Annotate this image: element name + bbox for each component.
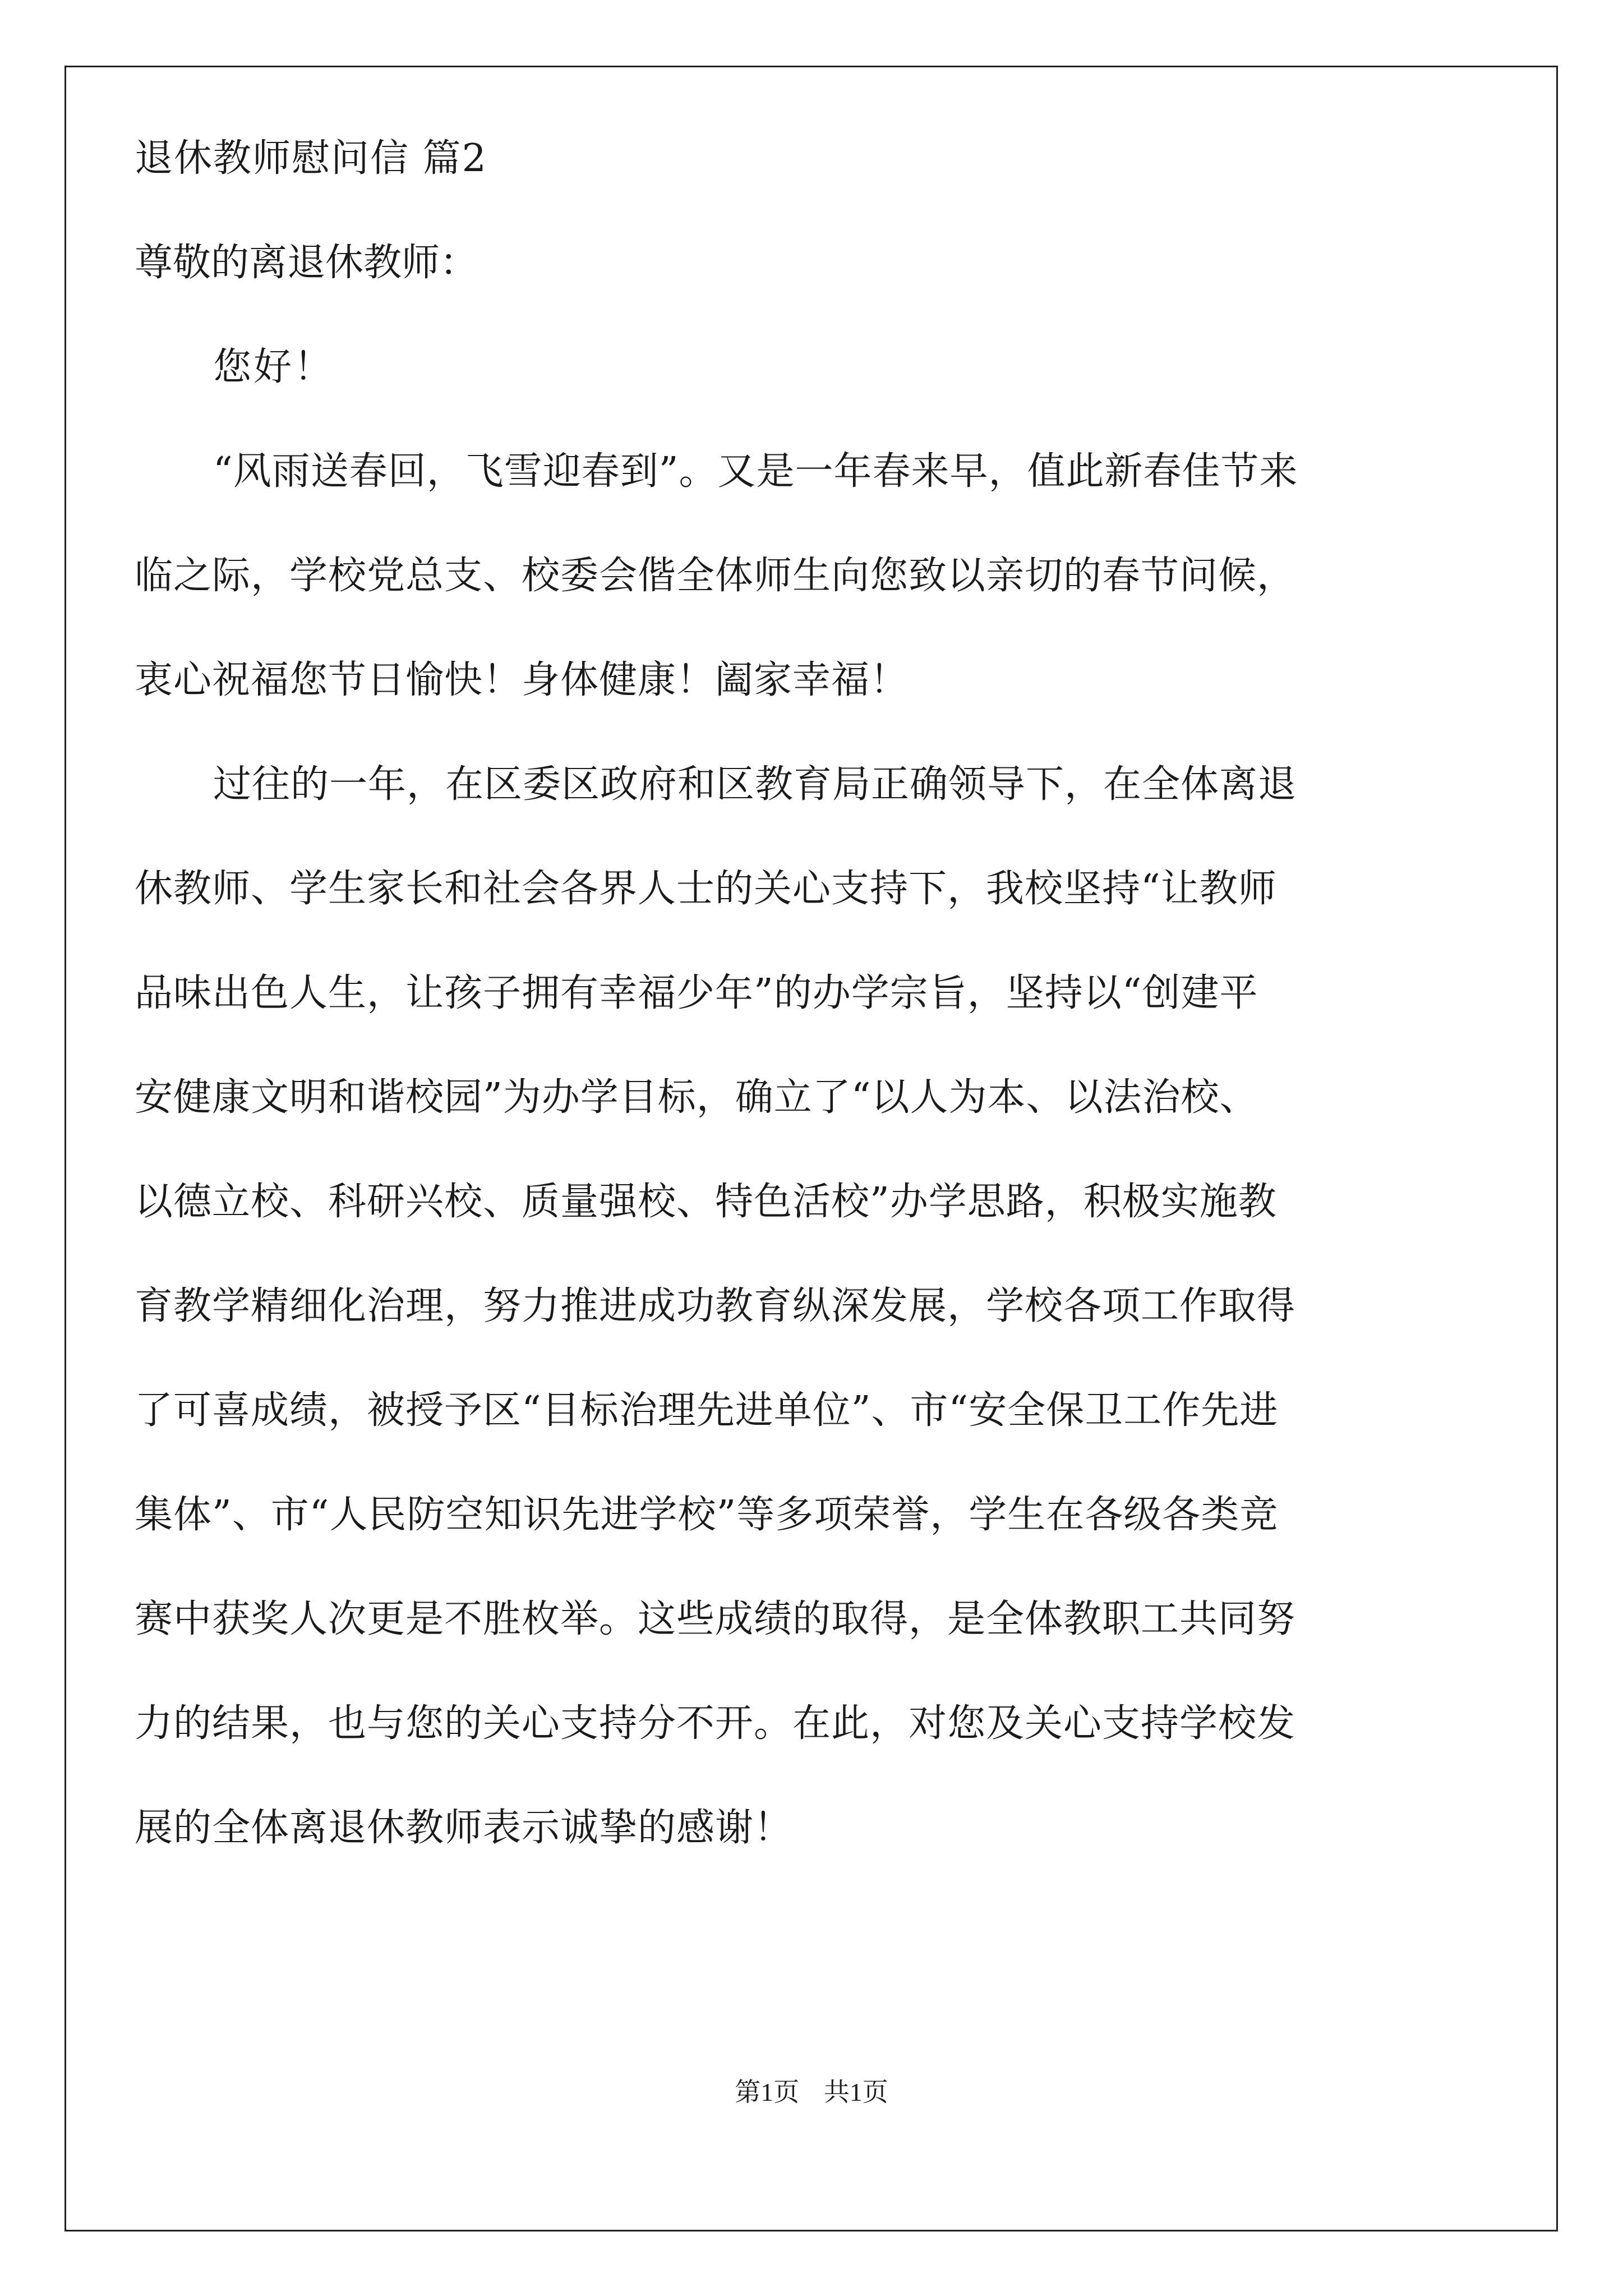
paragraph-line: 安健康文明和谐校园”为办学目标，确立了“以人为本、以法治校、 xyxy=(135,1075,1258,1120)
paragraph-line: 休教师、学生家长和社会各界人士的关心支持下，我校坚持“让教师 xyxy=(135,867,1277,911)
page-number-current: 第1页 xyxy=(735,2078,800,2106)
paragraph-line: 以德立校、科研兴校、质量强校、特色活校”办学思路，积极实施教 xyxy=(135,1180,1277,1224)
paragraph-line: 力的结果，也与您的关心支持分不开。在此，对您及关心支持学校发 xyxy=(135,1701,1296,1746)
document-title: 退休教师慰问信 篇2 xyxy=(135,136,487,181)
salutation: 尊敬的离退休教师： xyxy=(135,241,478,285)
paragraph-line: 赛中获奖人次更是不胜枚举。这些成绩的取得，是全体教职工共同努 xyxy=(135,1597,1296,1641)
paragraph-line: 了可喜成绩，被授予区“目标治理先进单位”、市“安全保卫工作先进 xyxy=(135,1388,1279,1433)
paragraph-line: 临之际，学校党总支、校委会偕全体师生向您致以亲切的春节问候， xyxy=(135,554,1296,598)
letter-body xyxy=(135,107,1441,1880)
paragraph-year-review xyxy=(135,733,1441,1880)
paragraph-line: 衷心祝福您节日愉快！身体健康！阖家幸福！ xyxy=(135,658,909,702)
paragraph-line: 育教学精细化治理，努力推进成功教育纵深发展，学校各项工作取得 xyxy=(135,1284,1296,1328)
paragraph-line: 品味出色人生，让孩子拥有幸福少年”的办学宗旨，坚持以“创建平 xyxy=(135,971,1258,1015)
page-footer xyxy=(0,2076,1623,2109)
page-number-total: 共1页 xyxy=(823,2078,888,2106)
paragraph-festival-wishes xyxy=(135,420,1441,733)
paragraph-line: 集体”、市“人民防空知识先进学校”等多项荣誉，学生在各级各类竞 xyxy=(135,1493,1279,1537)
paragraph-line: 展的全体离退休教师表示诚挚的感谢！ xyxy=(135,1806,793,1850)
paragraph-line: “风雨送春回，飞雪迎春到”。又是一年春来早，值此新春佳节来 xyxy=(213,449,1298,494)
paragraph-line: 过往的一年，在区委区政府和区教育局正确领导下，在全体离退 xyxy=(213,762,1297,807)
greeting: 您好！ xyxy=(213,345,335,389)
